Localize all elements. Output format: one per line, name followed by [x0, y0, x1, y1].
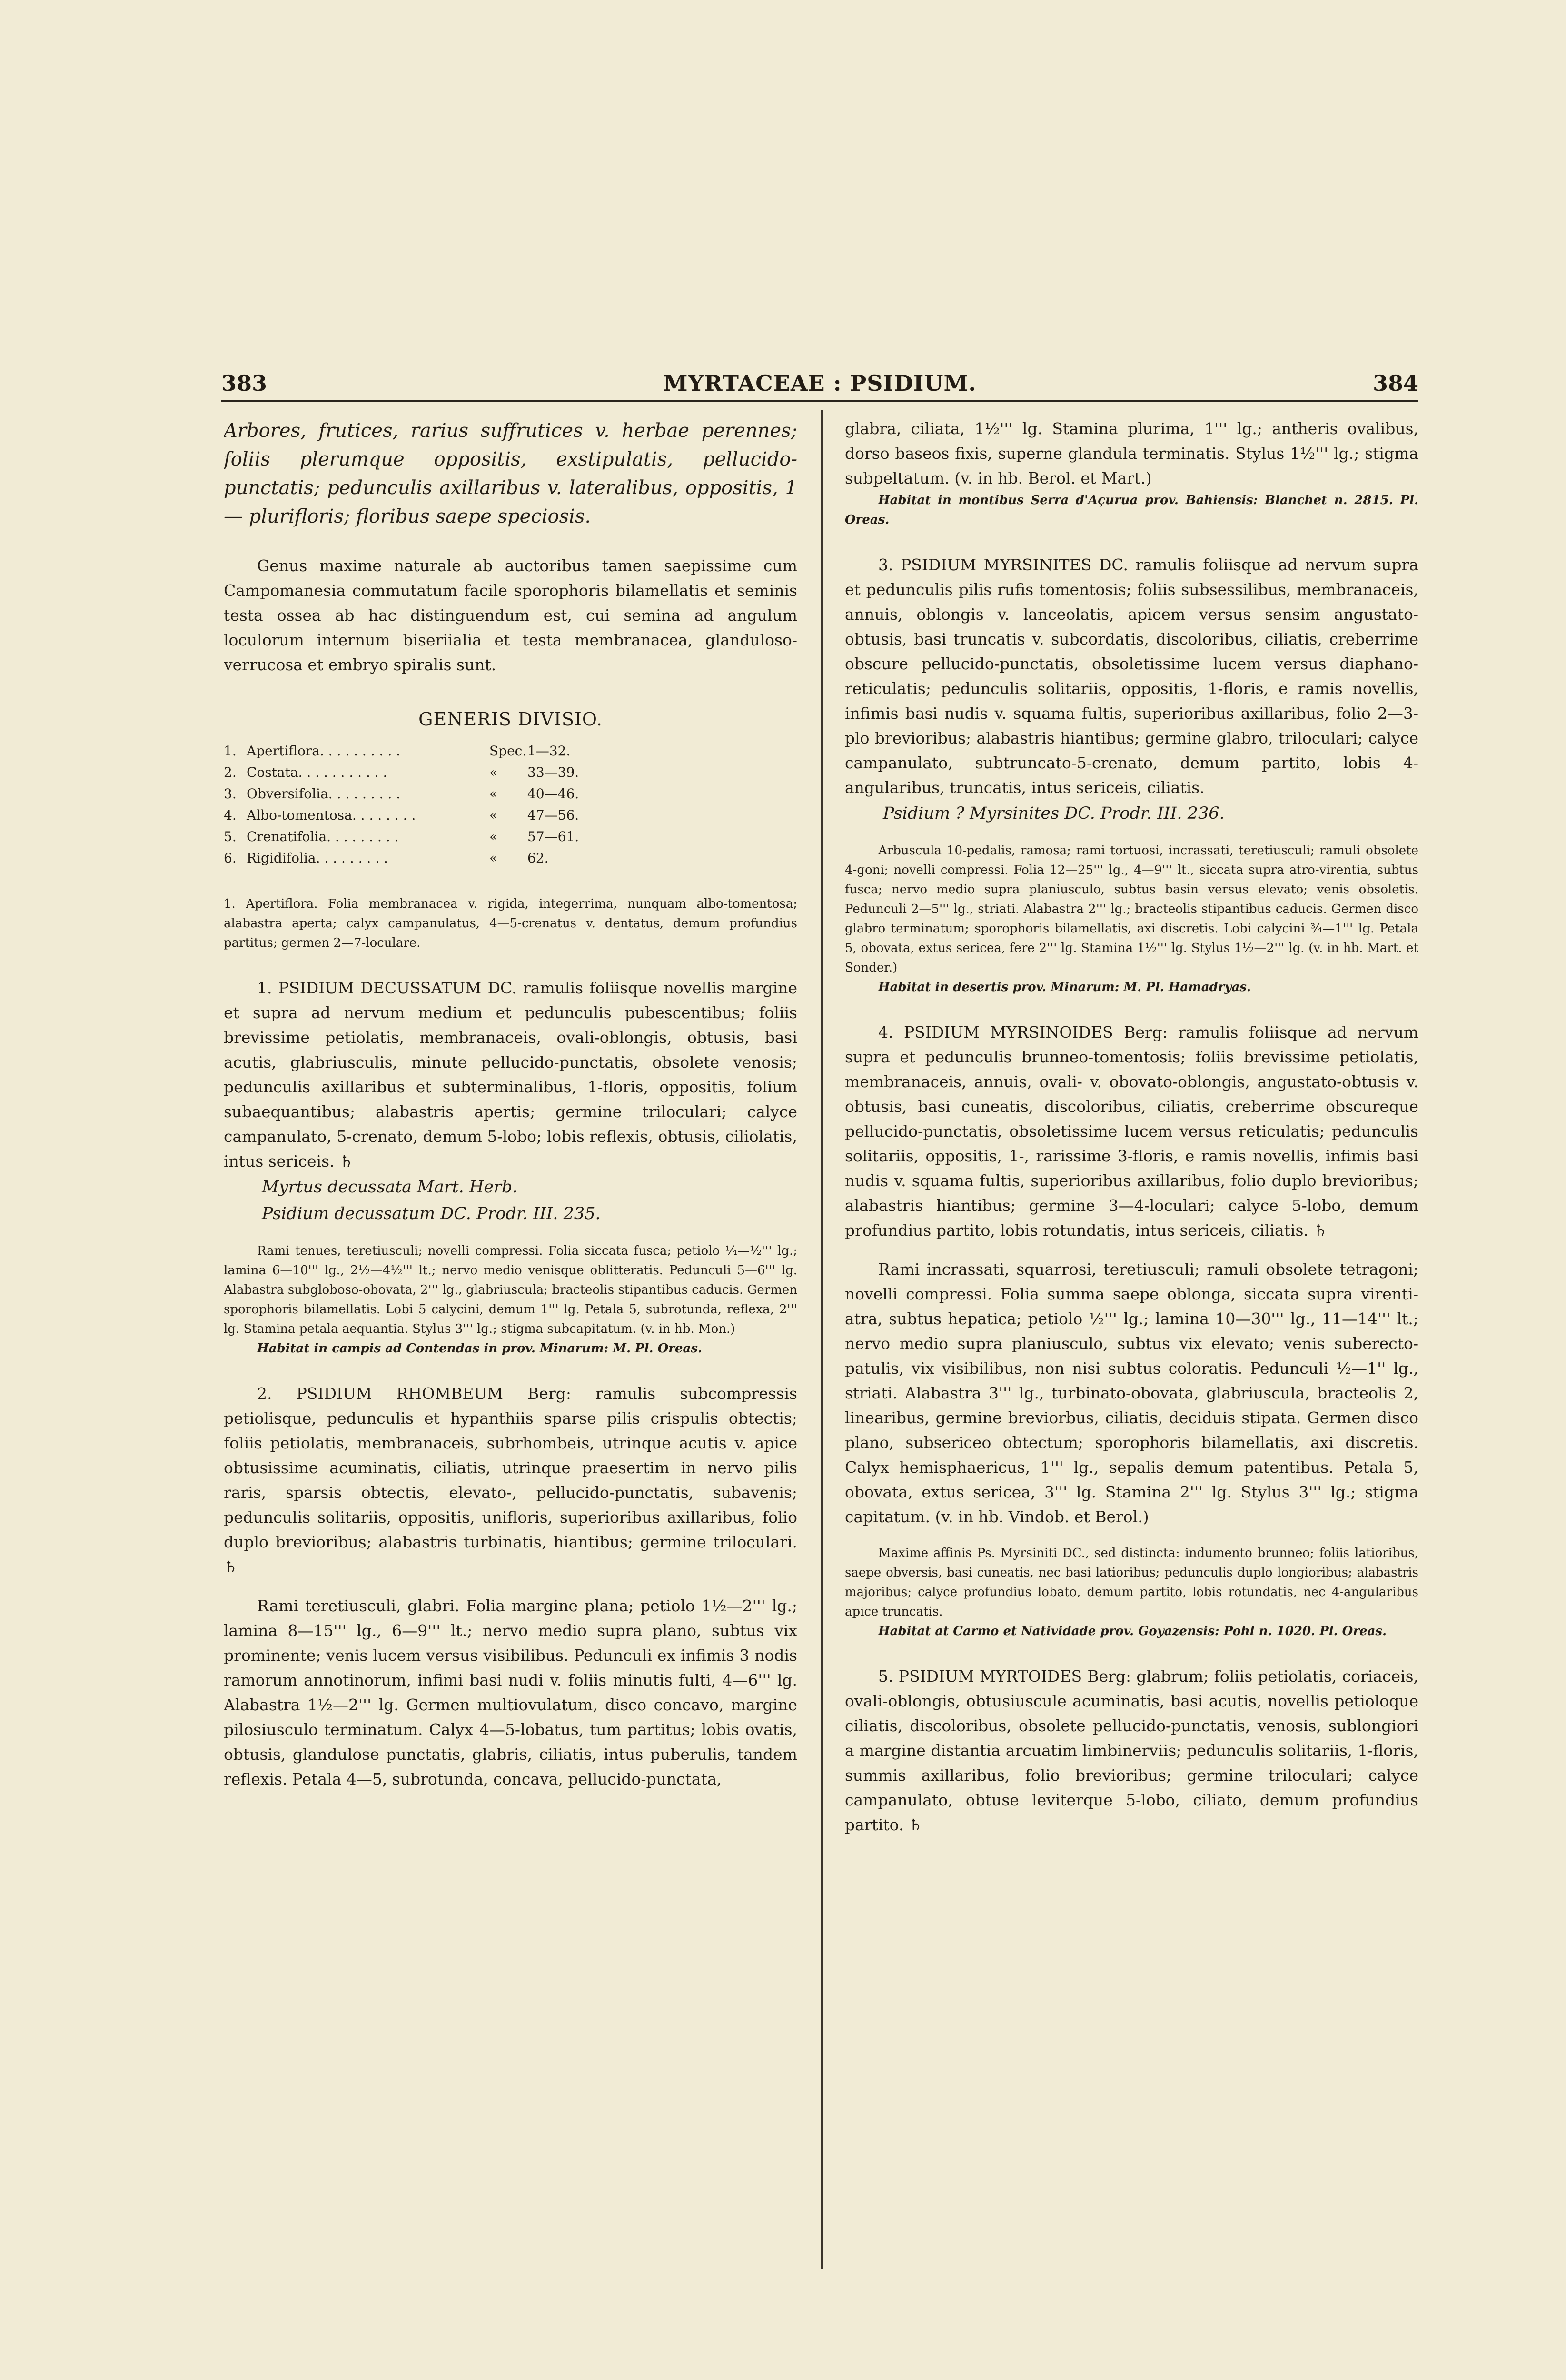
genus-paragraph: Genus maxime naturale ab auctoribus tamen saepissime cum Campomanesia commutatum facile sporophoris bilamellatis et seminis testa ossea ab hac distinguendum est, cui semina ad angulum loculorum internum biseriialia et testa membranacea, glanduloso-verrucosa et embryo spiralis sunt.: [224, 556, 797, 674]
divisio-range: 62.: [527, 850, 549, 866]
species-4-description: 4. PSIDIUM MYRSINOIDES Berg: ramulis foliisque ad nervum supra et pedunculis brunneo-tomentosis; foliis brevissime petiolatis, membranaceis, annuis, ovali- v. obovato-oblongis, angustato-obtusis v. obtusis, basi cuneatis, discoloribus, ciliatis, creberrime obscureque pellucido-punctatis, obsoletissime lucem versus reticulatis; pedunculis solitariis, oppositis, 1-, rarissime 3-floris, e ramis novellis, infimis basi nudis v. squama fultis, superioribus axillaribus, folio duplo brevioribus; alabastris hiantibus; germine 3—4-loculari; calyce 5-lobo, demum profundius partito, lobis rotundatis, intus sericeis, ciliatis. ♄: [845, 1023, 1418, 1240]
species-5-description: 5. PSIDIUM MYRTOIDES Berg: glabrum; foliis petiolatis, coriaceis, ovali-oblongis, obtusiuscule acuminatis, basi acutis, novellis petioloque ciliatis, discoloribus, obsolete pellucido-punctatis, venosis, sublongiori a margine distantia arcuatim limbinerviis; pedunculis solitariis, 1-floris, summis axillaribus, folio brevioribus; germine triloculari; calyce campanulato, obtuse leviterque 5-lobo, ciliato, demum profundius partito. ♄: [845, 1667, 1418, 1834]
divisio-number: 4.: [224, 807, 237, 823]
divisio-name: Apertiflora. . . . . . . . . .: [247, 743, 401, 759]
species-1-habitat: Habitat in campis ad Contendas in prov. Minarum: M. Pl. Oreas.: [257, 1341, 702, 1356]
divisio-table: [224, 743, 579, 872]
species-4-note-2: Maxime affinis Ps. Myrsiniti DC., sed distincta: indumento brunneo; foliis latioribus, saepe obversis, basi cuneatis, nec basi latioribus; pedunculis duplo longioribus; alabastris majoribus; calyce profundius lobato, demum partito, lobis rotundatis, nec 4-angularibus apice truncatis.: [845, 1546, 1418, 1619]
running-title: MYRTACEAE : PSIDIUM.: [663, 370, 977, 396]
divisio-name: Rigidifolia. . . . . . . . .: [247, 850, 388, 866]
divisio-row: [224, 850, 579, 872]
page-number-right: 384: [1372, 370, 1418, 396]
species-4-notes: Rami incrassati, squarrosi, teretiusculi; ramuli obsolete tetragoni; novelli compressi. Folia summa saepe oblonga, siccata supra virenti-atra, subtus hepatica; petiolo ½''' lg.; lamina 10—30''' lg., 11—14''' lt.; nervo medio supra planiusculo, subtus vix elevato; venis suberecto-patulis, vix visibilibus, non nisi subtus coloratis. Pedunculi ½—1'' lg., striati. Alabastra 3''' lg., turbinato-obovata, glabriuscula, bracteolis 2, linearibus, germine breviorbus, ciliatis, deciduis stipata. Germen disco plano, subsericeo obtectum; sporophoris bilamellatis, axi discretis. Calyx hemisphaericus, 1''' lg., sepalis demum patentibus. Petala 5, obovata, extus sericea, 3''' lg. Stamina 2''' lg. Stylus 3''' lg.; stigma capitatum. (v. in hb. Vindob. et Berol.): [845, 1260, 1418, 1526]
right-column: [845, 416, 1418, 2263]
left-column: [224, 416, 797, 2263]
divisio-range: 33—39.: [527, 764, 579, 780]
divisio-name: Costata. . . . . . . . . . .: [247, 764, 387, 780]
species-2-habitat: Habitat in montibus Serra d'Açurua prov. Bahiensis: Blanchet n. 2815. Pl. Oreas.: [845, 493, 1418, 527]
divisio-range: 1—32.: [527, 743, 571, 759]
species-2-continuation: glabra, ciliata, 1½''' lg. Stamina plurima, 1''' lg.; antheris ovalibus, dorso baseos fixis, superne glandula terminatis. Stylus 1½''' lg.; stigma subpeltatum. (v. in hb. Berol. et Mart.): [845, 419, 1418, 487]
species-2-notes: Rami teretiusculi, glabri. Folia margine plana; petiolo 1½—2''' lg.; lamina 8—15''' lg., 6—9''' lt.; nervo medio supra plano, subtus vix prominente; venis lucem versus visibilibus. Pedunculi ex infimis 3 nodis ramorum annotinorum, infimi basi nudi v. foliis minutis fulti, 4—6''' lg. Alabastra 1½—2''' lg. Germen multiovulatum, disco concavo, margine pilosiusculo terminatum. Calyx 4—5-lobatus, tum partitus; lobis ovatis, obtusis, glandulose punctatis, glabris, ciliatis, intus puberulis, tandem reflexis. Petala 4—5, subrotunda, concava, pellucido-punctata,: [224, 1597, 797, 1788]
apertiflora-section: 1. Apertiflora. Folia membranacea v. rigida, integerrima, nunquam albo-tomentosa; alabastra aperta; calyx campanulatus, 4—5-crenatus v. dentatus, demum profundius partitus; germen 2—7-loculare.: [224, 897, 797, 950]
divisio-row: [224, 786, 579, 807]
divisio-number: 5.: [224, 829, 237, 844]
divisio-key: «: [489, 764, 498, 780]
column-divider: [821, 410, 823, 2269]
divisio-name: Crenatifolia. . . . . . . . .: [247, 829, 399, 844]
divisio-range: 57—61.: [527, 829, 579, 844]
divisio-row: [224, 743, 579, 764]
divisio-row: [224, 829, 579, 850]
species-3-habitat: Habitat in desertis prov. Minarum: M. Pl. Hamadryas.: [878, 980, 1251, 994]
divisio-key: «: [489, 850, 498, 866]
divisio-range: 47—56.: [527, 807, 579, 823]
divisio-name: Obversifolia. . . . . . . . .: [247, 786, 401, 802]
divisio-key: Spec.: [489, 743, 527, 759]
species-2-description: 2. PSIDIUM RHOMBEUM Berg: ramulis subcompressis petiolisque, pedunculis et hypanthiis sparse pilis crispulis obtectis; foliis petiolatis, membranaceis, subrhombeis, utrinque acutis v. apice obtusissime acuminatis, ciliatis, utrinque praesertim in nervo pilis raris, sparsis obtectis, elevato-, pellucido-punctatis, subavenis; pedunculis solitariis, oppositis, unifloris, superioribus axillaribus, folio duplo brevioribus; alabastris turbinatis, hiantibus; germine triloculari. ♄: [224, 1384, 797, 1576]
divisio-number: 6.: [224, 850, 237, 866]
family-intro: Arbores, frutices, rarius suffrutices v. herbae perennes; foliis plerumque oppositis, exstipulatis, pellucido-punctatis; pedunculis axillaribus v. lateralibus, oppositis, 1— plurifloris; floribus saepe speciosis.: [224, 420, 797, 527]
divisio-name: Albo-tomentosa. . . . . . . .: [247, 807, 416, 823]
species-1-notes: Rami tenues, teretiusculi; novelli compressi. Folia siccata fusca; petiolo ¼—½''' lg.; lamina 6—10''' lg., 2½—4½''' lt.; nervo medio venisque oblitteratis. Pedunculi 5—6''' lg. Alabastra subgloboso-obovata, 2''' lg., glabriuscula; bracteolis stipantibus caducis. Germen sporophoris bilamellatis. Lobi 5 calycini, demum 1''' lg. Petala 5, subrotunda, reflexa, 2''' lg. Stamina petala aequantia. Stylus 3''' lg.; stigma subcapitatum. (v. in hb. Mon.): [224, 1244, 797, 1336]
divisio-row: [224, 764, 579, 786]
species-3-notes: Arbuscula 10-pedalis, ramosa; rami tortuosi, incrassati, teretiusculi; ramuli obsolete 4-goni; novelli compressi. Folia 12—25''' lg., 4—9''' lt., siccata supra atro-virentia, subtus fusca; nervo medio supra planiusculo, subtus basin versus elevato; venis obsoletis. Pedunculi 2—5''' lg., striati. Alabastra 2''' lg.; bracteolis stipantibus caducis. Germen disco glabro terminatum; sporophoris bilamellatis, axi discretis. Lobi calycini ¾—1''' lg. Petala 5, obovata, extus sericea, fere 2''' lg. Stamina 1½''' lg. Stylus 1½—2''' lg. (v. in hb. Mart. et Sonder.): [845, 843, 1418, 975]
page-number-left: 383: [221, 370, 268, 396]
divisio-number: 2.: [224, 764, 237, 780]
divisio-range: 40—46.: [527, 786, 579, 802]
species-1-synonym-2: Psidium decussatum DC. Prodr. III. 235.: [262, 1204, 601, 1223]
divisio-number: 1.: [224, 743, 237, 759]
species-4-habitat: Habitat at Carmo et Natividade prov. Goyazensis: Pohl n. 1020. Pl. Oreas.: [878, 1624, 1387, 1638]
species-1-synonym-1: Myrtus decussata Mart. Herb.: [262, 1178, 518, 1197]
species-1-description: 1. PSIDIUM DECUSSATUM DC. ramulis foliisque novellis margine et supra ad nervum medium et pedunculis pubescentibus; foliis brevissime petiolatis, membranaceis, ovali-oblongis, obtusis, basi acutis, glabriusculis, minute pellucido-punctatis, obsolete venosis; pedunculis axillaribus et subterminalibus, 1-floris, oppositis, folium subaequantibus; alabastris apertis; germine triloculari; calyce campanulato, 5-crenato, demum 5-lobo; lobis reflexis, obtusis, ciliolatis, intus sericeis. ♄: [224, 979, 797, 1170]
divisio-number: 3.: [224, 786, 237, 802]
divisio-key: «: [489, 829, 498, 844]
header-rule: [221, 400, 1418, 402]
divisio-key: «: [489, 786, 498, 802]
divisio-row: [224, 807, 579, 829]
species-3-description: 3. PSIDIUM MYRSINITES DC. ramulis foliisque ad nervum supra et pedunculis pilis rufis tomentosis; foliis subsessilibus, membranaceis, annuis, oblongis v. lanceolatis, apicem versus sensim angustato-obtusis, basi truncatis v. subcordatis, discoloribus, ciliatis, creberrime obscure pellucido-punctatis, obsoletissime lucem versus diaphano-reticulatis; pedunculis solitariis, oppositis, 1-floris, e ramis novellis, infimis basi nudis v. squama fultis, superioribus axillaribus, folio 2—3-plo brevioribus; alabastris hiantibus; germine glabro, triloculari; calyce campanulato, subtruncato-5-crenato, demum partito, lobis 4-angularibus, truncatis, intus sericeis, ciliatis.: [845, 555, 1418, 797]
divisio-title: GENERIS DIVISIO.: [418, 709, 603, 730]
divisio-key: «: [489, 807, 498, 823]
species-3-synonym: Psidium ? Myrsinites DC. Prodr. III. 236.: [883, 804, 1225, 823]
